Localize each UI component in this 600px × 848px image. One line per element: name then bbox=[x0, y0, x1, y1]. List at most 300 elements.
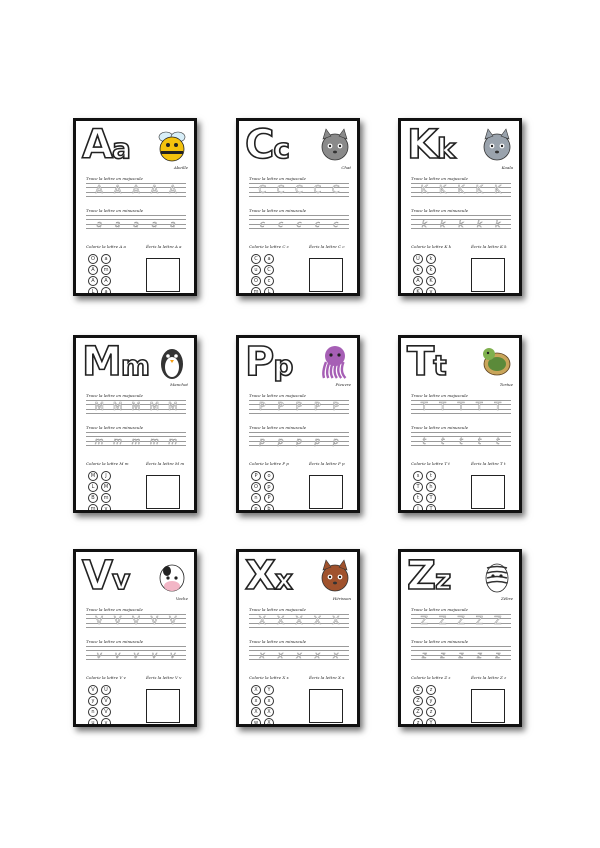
uppercase-trace-lines bbox=[249, 400, 349, 414]
lowercase-trace-lines bbox=[249, 432, 349, 446]
worksheet-card-z bbox=[398, 549, 522, 727]
trace-letter: x bbox=[259, 651, 265, 661]
letter-circle[interactable]: T bbox=[413, 482, 423, 492]
big-uppercase: X bbox=[245, 553, 275, 599]
big-uppercase: P bbox=[245, 339, 274, 385]
letter-circle[interactable]: C bbox=[264, 265, 274, 275]
letter-circle[interactable]: X bbox=[251, 707, 261, 717]
big-uppercase: K bbox=[407, 122, 437, 168]
letter-circle[interactable]: y bbox=[426, 696, 436, 706]
write-letter-label: Écris la lettre A a bbox=[146, 244, 182, 249]
guide-line bbox=[86, 627, 186, 628]
letter-circle[interactable]: P bbox=[264, 493, 274, 503]
lowercase-trace-label: Trace la lettre en minuscule bbox=[86, 208, 144, 213]
guide-line bbox=[249, 432, 349, 433]
trace-letters bbox=[253, 219, 345, 231]
trace-letters bbox=[415, 184, 507, 196]
trace-letters bbox=[90, 219, 182, 231]
letter-circle[interactable]: O bbox=[88, 254, 98, 264]
guide-line bbox=[249, 646, 349, 647]
big-lowercase: t bbox=[433, 349, 446, 382]
big-uppercase: C bbox=[245, 122, 274, 168]
lowercase-trace-lines bbox=[249, 646, 349, 660]
letter-circle[interactable]: z bbox=[413, 718, 423, 727]
trace-letter: m bbox=[131, 437, 141, 447]
writing-box[interactable] bbox=[471, 258, 505, 292]
animal-name: Manchot bbox=[170, 382, 188, 387]
trace-letter: C bbox=[258, 183, 267, 196]
trace-letter: T bbox=[494, 400, 502, 413]
letter-circle[interactable]: A bbox=[88, 265, 98, 275]
uppercase-trace-lines bbox=[86, 183, 186, 197]
write-letter-label: Écris la lettre Z z bbox=[471, 675, 507, 680]
trace-letter: A bbox=[113, 183, 122, 196]
trace-letters bbox=[253, 650, 345, 662]
colour-letter-label: Colorie la lettre V v bbox=[86, 675, 126, 680]
big-letter-pair bbox=[82, 554, 129, 602]
big-letter-pair bbox=[407, 123, 455, 171]
trace-letter: z bbox=[421, 651, 427, 661]
trace-letter: x bbox=[314, 651, 321, 661]
trace-letter: c bbox=[259, 220, 265, 230]
trace-letters bbox=[253, 615, 345, 627]
trace-letter: m bbox=[113, 437, 122, 447]
trace-letter: k bbox=[495, 220, 501, 230]
uppercase-trace-label: Trace la lettre en majuscule bbox=[249, 607, 306, 612]
lowercase-trace-label: Trace la lettre en minuscule bbox=[86, 425, 144, 430]
guide-line bbox=[86, 432, 186, 433]
worksheet-card-m bbox=[73, 335, 197, 513]
letter-circle[interactable]: a bbox=[101, 287, 111, 296]
trace-letter: k bbox=[421, 220, 427, 230]
letter-circle[interactable]: u bbox=[88, 718, 98, 727]
write-letter-label: Écris la lettre K k bbox=[471, 244, 507, 249]
trace-letter: t bbox=[495, 437, 500, 447]
trace-letter: x bbox=[296, 651, 302, 661]
lowercase-trace-label: Trace la lettre en minuscule bbox=[249, 639, 307, 644]
lowercase-trace-lines bbox=[249, 215, 349, 229]
letter-circle[interactable]: X bbox=[264, 718, 274, 727]
worksheet-card-p bbox=[236, 335, 360, 513]
lowercase-trace-label: Trace la lettre en minuscule bbox=[411, 639, 469, 644]
letter-circle[interactable]: O bbox=[251, 276, 261, 286]
colour-letter-label: Colorie la lettre C c bbox=[249, 244, 289, 249]
trace-letter: k bbox=[439, 220, 446, 230]
trace-letter: k bbox=[458, 220, 464, 230]
letter-circle[interactable]: y bbox=[88, 696, 98, 706]
guide-line bbox=[411, 215, 511, 216]
letter-circle[interactable]: k bbox=[413, 265, 423, 275]
big-letter-pair bbox=[407, 554, 450, 602]
lowercase-trace-lines bbox=[86, 215, 186, 229]
guide-line bbox=[411, 432, 511, 433]
big-letter-pair bbox=[245, 554, 292, 602]
colour-letter-label: Colorie la lettre M m bbox=[86, 461, 129, 466]
uppercase-trace-lines bbox=[411, 400, 511, 414]
worksheet-card-c bbox=[236, 118, 360, 296]
trace-letter: X bbox=[331, 614, 340, 627]
bee-icon bbox=[152, 125, 192, 165]
big-lowercase: a bbox=[111, 132, 130, 165]
trace-letter: P bbox=[258, 400, 266, 413]
worksheet-card-t bbox=[398, 335, 522, 513]
trace-letter: C bbox=[331, 183, 340, 196]
trace-letter: P bbox=[332, 400, 340, 413]
uppercase-trace-lines bbox=[249, 183, 349, 197]
trace-letter: C bbox=[295, 183, 303, 196]
letter-circle[interactable]: Y bbox=[264, 685, 274, 695]
animal-name: Zèbre bbox=[501, 596, 513, 601]
trace-letter: P bbox=[277, 400, 284, 413]
letter-circle[interactable]: Z bbox=[413, 696, 423, 706]
colour-letter-label: Colorie la lettre Z z bbox=[411, 675, 451, 680]
trace-letters bbox=[90, 650, 182, 662]
trace-letter: T bbox=[457, 400, 465, 413]
trace-letters bbox=[415, 650, 507, 662]
colour-letter-label: Colorie la lettre P p bbox=[249, 461, 289, 466]
trace-letter: p bbox=[277, 437, 284, 447]
letter-circle[interactable]: M bbox=[88, 471, 98, 481]
trace-letter: a bbox=[170, 220, 176, 230]
letter-circle[interactable]: p bbox=[264, 482, 274, 492]
trace-letter: A bbox=[150, 183, 159, 196]
trace-letter: V bbox=[132, 614, 140, 627]
cow-icon bbox=[152, 556, 192, 596]
trace-letter: z bbox=[477, 651, 482, 661]
letter-circle[interactable]: U bbox=[101, 685, 111, 695]
zebra-icon bbox=[477, 556, 517, 596]
guide-line bbox=[86, 646, 186, 647]
trace-letter: K bbox=[420, 183, 428, 196]
letter-circle[interactable]: m bbox=[251, 287, 261, 296]
trace-letters bbox=[415, 219, 507, 231]
letter-circle[interactable]: X bbox=[251, 685, 261, 695]
trace-letter: v bbox=[133, 651, 139, 661]
guide-line bbox=[411, 413, 511, 414]
letter-circle[interactable]: h bbox=[426, 482, 436, 492]
letter-circle[interactable]: l bbox=[413, 504, 423, 513]
write-letter-label: Écris la lettre M m bbox=[146, 461, 185, 466]
letter-circle[interactable]: T bbox=[426, 493, 436, 503]
letter-circle[interactable]: k bbox=[426, 254, 436, 264]
big-lowercase: p bbox=[273, 349, 293, 382]
trace-letter: x bbox=[277, 651, 284, 661]
trace-letters bbox=[415, 401, 507, 413]
trace-letter: M bbox=[168, 400, 178, 413]
worksheet-card-x bbox=[236, 549, 360, 727]
letter-circle[interactable]: X bbox=[264, 707, 274, 717]
trace-letter: M bbox=[112, 400, 123, 413]
letter-circle[interactable]: L bbox=[88, 482, 98, 492]
trace-letter: a bbox=[114, 220, 121, 230]
trace-letter: z bbox=[440, 651, 445, 661]
letter-circle[interactable]: u bbox=[251, 265, 261, 275]
lowercase-trace-label: Trace la lettre en minuscule bbox=[86, 639, 144, 644]
trace-letter: P bbox=[295, 400, 303, 413]
letter-circle[interactable]: A bbox=[101, 276, 111, 286]
letter-circle[interactable]: t bbox=[413, 493, 423, 503]
trace-letter: K bbox=[438, 183, 447, 196]
trace-letter: T bbox=[439, 400, 446, 413]
trace-letter: A bbox=[168, 183, 177, 196]
letter-circle[interactable]: v bbox=[101, 718, 111, 727]
trace-letter: v bbox=[96, 651, 102, 661]
trace-letter: z bbox=[495, 651, 501, 661]
letter-circle[interactable]: V bbox=[101, 696, 111, 706]
trace-letter: V bbox=[168, 614, 177, 627]
big-letter-pair bbox=[407, 340, 446, 388]
writing-box[interactable] bbox=[146, 258, 180, 292]
guide-line bbox=[249, 413, 349, 414]
writing-box[interactable] bbox=[471, 475, 505, 509]
uppercase-trace-label: Trace la lettre en majuscule bbox=[411, 393, 468, 398]
trace-letters bbox=[415, 436, 507, 448]
lowercase-trace-lines bbox=[411, 432, 511, 446]
trace-letter: A bbox=[95, 183, 103, 196]
big-uppercase: T bbox=[407, 339, 434, 385]
turtle-icon bbox=[477, 342, 517, 382]
big-letter-pair bbox=[245, 123, 289, 171]
trace-letters bbox=[90, 436, 182, 448]
uppercase-trace-label: Trace la lettre en majuscule bbox=[411, 607, 468, 612]
trace-letter: m bbox=[149, 437, 159, 447]
letter-circle[interactable]: x bbox=[251, 696, 261, 706]
big-uppercase: M bbox=[82, 339, 121, 385]
guide-line bbox=[249, 627, 349, 628]
trace-letter: v bbox=[114, 651, 121, 661]
writing-box[interactable] bbox=[146, 475, 180, 509]
uppercase-trace-lines bbox=[86, 614, 186, 628]
writing-box[interactable] bbox=[471, 689, 505, 723]
animal-name: Pieuvre bbox=[335, 382, 351, 387]
letter-circle[interactable]: m bbox=[101, 265, 111, 275]
trace-letter: t bbox=[459, 437, 463, 447]
guide-line bbox=[411, 627, 511, 628]
hedgehog-icon bbox=[315, 556, 355, 596]
trace-letter: X bbox=[295, 614, 303, 627]
letter-circle[interactable]: k bbox=[426, 265, 436, 275]
uppercase-trace-label: Trace la lettre en majuscule bbox=[86, 176, 143, 181]
guide-line bbox=[86, 413, 186, 414]
trace-letter: K bbox=[494, 183, 502, 196]
koala-icon bbox=[477, 125, 517, 165]
colour-letter-label: Colorie la lettre T t bbox=[411, 461, 450, 466]
trace-letter: c bbox=[296, 220, 302, 230]
trace-letter: m bbox=[94, 437, 104, 447]
letter-circle[interactable]: J bbox=[101, 471, 111, 481]
letter-circle[interactable]: z bbox=[426, 685, 436, 695]
animal-name: Abeille bbox=[173, 165, 188, 170]
letter-circle[interactable]: n bbox=[251, 493, 261, 503]
letter-circle[interactable]: C bbox=[251, 254, 261, 264]
big-lowercase: m bbox=[120, 349, 149, 382]
writing-box[interactable] bbox=[146, 689, 180, 723]
letter-circle[interactable]: V bbox=[88, 685, 98, 695]
colour-letter-label: Colorie la lettre X x bbox=[249, 675, 289, 680]
trace-letter: Z bbox=[420, 614, 428, 627]
uppercase-trace-label: Trace la lettre en majuscule bbox=[249, 393, 306, 398]
letter-circle[interactable]: b bbox=[264, 504, 274, 513]
letter-circle[interactable]: K bbox=[426, 276, 436, 286]
guide-line bbox=[249, 196, 349, 197]
trace-letters bbox=[253, 436, 345, 448]
trace-letter: M bbox=[149, 400, 160, 413]
cat-icon bbox=[315, 125, 355, 165]
trace-letters bbox=[415, 615, 507, 627]
big-uppercase: V bbox=[82, 553, 112, 599]
letter-circle[interactable]: w bbox=[251, 718, 261, 727]
letter-circle[interactable]: A bbox=[88, 276, 98, 286]
trace-letter: X bbox=[313, 614, 322, 627]
big-lowercase: c bbox=[273, 132, 289, 165]
big-lowercase: k bbox=[437, 132, 455, 165]
trace-letter: X bbox=[258, 614, 266, 627]
trace-letter: C bbox=[276, 183, 285, 196]
trace-letters bbox=[253, 401, 345, 413]
letter-circle[interactable]: n bbox=[88, 707, 98, 717]
trace-letter: Z bbox=[438, 614, 447, 627]
animal-name: Chat bbox=[341, 165, 351, 170]
guide-line bbox=[86, 196, 186, 197]
uppercase-trace-label: Trace la lettre en majuscule bbox=[86, 607, 143, 612]
big-lowercase: v bbox=[111, 563, 130, 596]
guide-line bbox=[86, 215, 186, 216]
letter-circle[interactable]: U bbox=[413, 254, 423, 264]
letter-circle[interactable]: p bbox=[251, 504, 261, 513]
trace-letter: M bbox=[94, 400, 104, 413]
trace-letter: T bbox=[476, 400, 483, 413]
trace-letter: K bbox=[475, 183, 483, 196]
lowercase-trace-lines bbox=[411, 215, 511, 229]
letter-circle[interactable]: L bbox=[88, 287, 98, 296]
trace-letter: X bbox=[276, 614, 285, 627]
uppercase-trace-lines bbox=[249, 614, 349, 628]
worksheet-card-k bbox=[398, 118, 522, 296]
trace-letter: v bbox=[170, 651, 176, 661]
trace-letter: t bbox=[440, 437, 445, 447]
letter-circle[interactable]: P bbox=[251, 471, 261, 481]
colour-letter-label: Colorie la lettre A a bbox=[86, 244, 126, 249]
trace-letter: t bbox=[477, 437, 482, 447]
letter-circle[interactable]: o bbox=[264, 471, 274, 481]
letter-circle[interactable]: m bbox=[101, 493, 111, 503]
letter-circle[interactable]: t bbox=[426, 471, 436, 481]
letter-circle[interactable]: L bbox=[264, 287, 274, 296]
letter-circle[interactable]: a bbox=[264, 254, 274, 264]
writing-box[interactable] bbox=[309, 689, 343, 723]
writing-box[interactable] bbox=[309, 475, 343, 509]
letter-circle[interactable]: Y bbox=[426, 718, 436, 727]
letter-circle[interactable]: m bbox=[88, 504, 98, 513]
big-lowercase: x bbox=[274, 563, 292, 596]
letter-circle[interactable]: Z bbox=[413, 707, 423, 717]
trace-letter: V bbox=[113, 614, 122, 627]
trace-letter: C bbox=[313, 183, 322, 196]
trace-letter: t bbox=[422, 437, 426, 447]
trace-letter: x bbox=[333, 651, 339, 661]
letter-circle[interactable]: a bbox=[101, 254, 111, 264]
uppercase-trace-lines bbox=[411, 183, 511, 197]
worksheet-card-a bbox=[73, 118, 197, 296]
write-letter-label: Écris la lettre C c bbox=[309, 244, 345, 249]
letter-circle[interactable]: v bbox=[426, 287, 436, 296]
trace-letter: c bbox=[314, 220, 320, 230]
trace-letter: Z bbox=[475, 614, 484, 627]
big-uppercase: A bbox=[82, 122, 112, 168]
write-letter-label: Écris la lettre V v bbox=[146, 675, 182, 680]
letter-circle[interactable]: M bbox=[101, 482, 111, 492]
trace-letter: c bbox=[278, 220, 284, 230]
trace-letter: m bbox=[168, 437, 178, 447]
trace-letter: k bbox=[476, 220, 482, 230]
letter-circle[interactable]: V bbox=[101, 707, 111, 717]
uppercase-trace-lines bbox=[411, 614, 511, 628]
letter-circle[interactable]: B bbox=[88, 493, 98, 503]
animal-name: Vache bbox=[175, 596, 188, 601]
uppercase-trace-label: Trace la lettre en majuscule bbox=[86, 393, 143, 398]
uppercase-trace-label: Trace la lettre en majuscule bbox=[411, 176, 468, 181]
colour-letter-label: Colorie la lettre K k bbox=[411, 244, 452, 249]
trace-letter: p bbox=[259, 437, 266, 447]
trace-letter: c bbox=[333, 220, 339, 230]
letter-circle[interactable]: A bbox=[413, 276, 423, 286]
trace-letter: Z bbox=[457, 614, 465, 627]
trace-letter: T bbox=[420, 400, 428, 413]
letter-circle[interactable]: O bbox=[251, 482, 261, 492]
trace-letters bbox=[90, 184, 182, 196]
guide-line bbox=[249, 215, 349, 216]
uppercase-trace-lines bbox=[86, 400, 186, 414]
trace-letters bbox=[90, 615, 182, 627]
animal-name: Koala bbox=[501, 165, 513, 170]
write-letter-label: Écris la lettre P p bbox=[309, 461, 345, 466]
trace-letter: K bbox=[457, 183, 465, 196]
trace-letter: a bbox=[133, 220, 139, 230]
trace-letter: V bbox=[150, 614, 159, 627]
lowercase-trace-lines bbox=[86, 432, 186, 446]
letter-circle[interactable]: x bbox=[264, 696, 274, 706]
big-uppercase: Z bbox=[407, 553, 436, 599]
lowercase-trace-label: Trace la lettre en minuscule bbox=[411, 425, 469, 430]
letter-circle[interactable]: T bbox=[426, 504, 436, 513]
guide-line bbox=[411, 646, 511, 647]
big-letter-pair bbox=[82, 340, 149, 388]
trace-letter: A bbox=[132, 183, 140, 196]
guide-line bbox=[411, 196, 511, 197]
letter-circle[interactable]: c bbox=[264, 276, 274, 286]
lowercase-trace-lines bbox=[86, 646, 186, 660]
big-letter-pair bbox=[245, 340, 292, 388]
trace-letters bbox=[253, 184, 345, 196]
animal-name: Tortue bbox=[499, 382, 513, 387]
letter-circle[interactable]: K bbox=[413, 287, 423, 296]
trace-letter: P bbox=[314, 400, 321, 413]
trace-letter: Z bbox=[493, 614, 502, 627]
trace-letter: a bbox=[96, 220, 102, 230]
big-lowercase: z bbox=[435, 563, 451, 596]
octopus-icon bbox=[315, 342, 355, 382]
trace-letter: M bbox=[131, 400, 141, 413]
trace-letter: p bbox=[314, 437, 321, 447]
letter-circle[interactable]: s bbox=[413, 471, 423, 481]
animal-name: Hérisson bbox=[332, 596, 351, 601]
trace-letters bbox=[90, 401, 182, 413]
letter-circle[interactable]: v bbox=[101, 504, 111, 513]
letter-circle[interactable]: Z bbox=[413, 685, 423, 695]
lowercase-trace-label: Trace la lettre en minuscule bbox=[249, 425, 307, 430]
writing-box[interactable] bbox=[309, 258, 343, 292]
letter-circle[interactable]: z bbox=[426, 707, 436, 717]
